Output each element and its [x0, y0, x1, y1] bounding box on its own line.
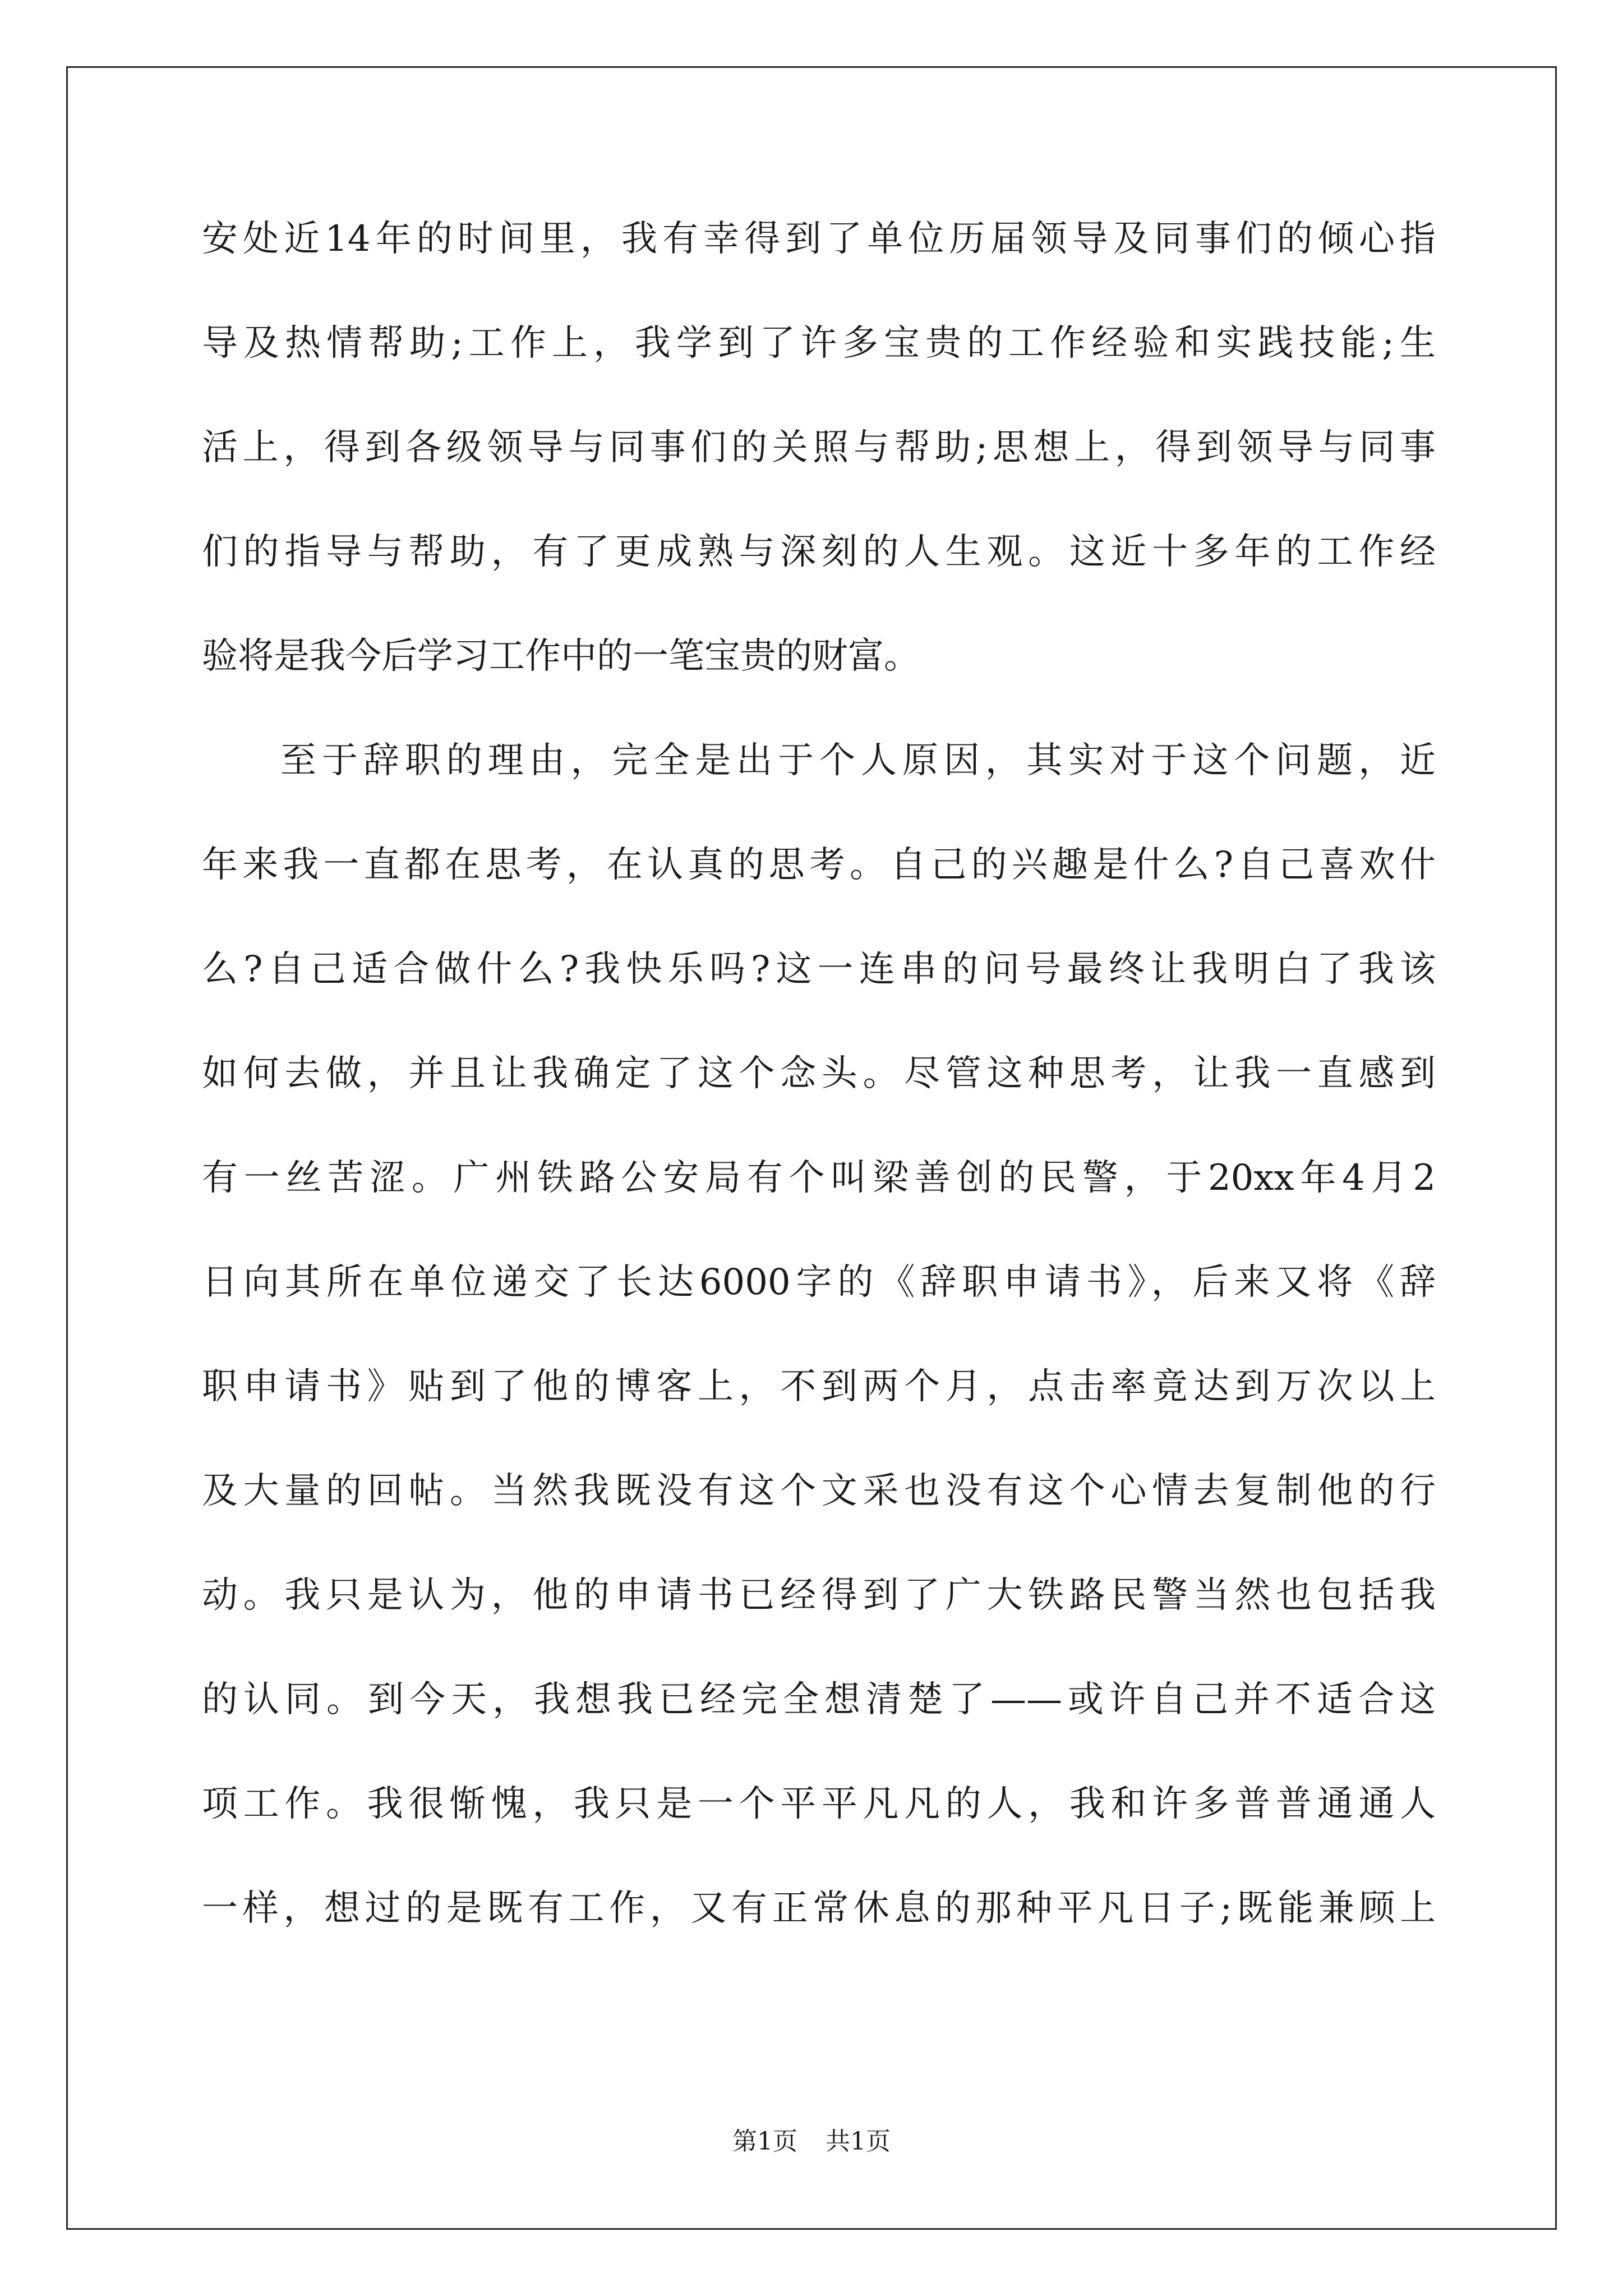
- text-line: 职申请书》贴到了他的博客上，不到两个月，点击率竟达到万次以上: [202, 1366, 1436, 1407]
- text-line: 么?自己适合做什么?我快乐吗?这一连串的问号最终让我明白了我该: [202, 949, 1436, 990]
- text-line: 有一丝苦涩。广州铁路公安局有个叫梁善创的民警，于20xx年4月2: [202, 1157, 1436, 1199]
- page-number-total: 共1页: [826, 2127, 891, 2156]
- text-line: 的认同。到今天，我想我已经完全想清楚了——或许自己并不适合这: [202, 1679, 1436, 1720]
- text-line: 动。我只是认为，他的申请书已经得到了广大铁路民警当然也包括我: [202, 1575, 1436, 1616]
- text-line: 验将是我今后学习工作中的一笔宝贵的财富。: [202, 636, 920, 677]
- text-line: 至于辞职的理由，完全是出于个人原因，其实对于这个问题，近: [280, 740, 1436, 781]
- paragraph-2: [202, 735, 1436, 1987]
- text-line: 如何去做，并且让我确定了这个念头。尽管这种思考，让我一直感到: [202, 1053, 1436, 1094]
- text-line: 一样，想过的是既有工作，又有正常休息的那种平凡日子;既能兼顾上: [202, 1888, 1436, 1929]
- text-line: 安处近14年的时间里，我有幸得到了单位历届领导及同事们的倾心指: [202, 218, 1436, 260]
- page-number-current: 第1页: [732, 2127, 797, 2156]
- page-footer: [0, 2126, 1623, 2157]
- text-line: 年来我一直都在思考，在认真的思考。自己的兴趣是什么?自己喜欢什: [202, 844, 1436, 886]
- text-line: 导及热情帮助;工作上，我学到了许多宝贵的工作经验和实践技能;生: [202, 323, 1436, 364]
- text-line: 活上，得到各级领导与同事们的关照与帮助;思想上，得到领导与同事: [202, 427, 1436, 468]
- text-line: 项工作。我很惭愧，我只是一个平平凡凡的人，我和许多普普通通人: [202, 1783, 1436, 1825]
- text-line: 及大量的回帖。当然我既没有这个文采也没有这个心情去复制他的行: [202, 1470, 1436, 1512]
- text-line: 们的指导与帮助，有了更成熟与深刻的人生观。这近十多年的工作经: [202, 531, 1436, 573]
- document-body: [202, 214, 1436, 1987]
- paragraph-1: [202, 214, 1436, 735]
- text-line: 日向其所在单位递交了长达6000字的《辞职申请书》，后来又将《辞: [202, 1262, 1436, 1303]
